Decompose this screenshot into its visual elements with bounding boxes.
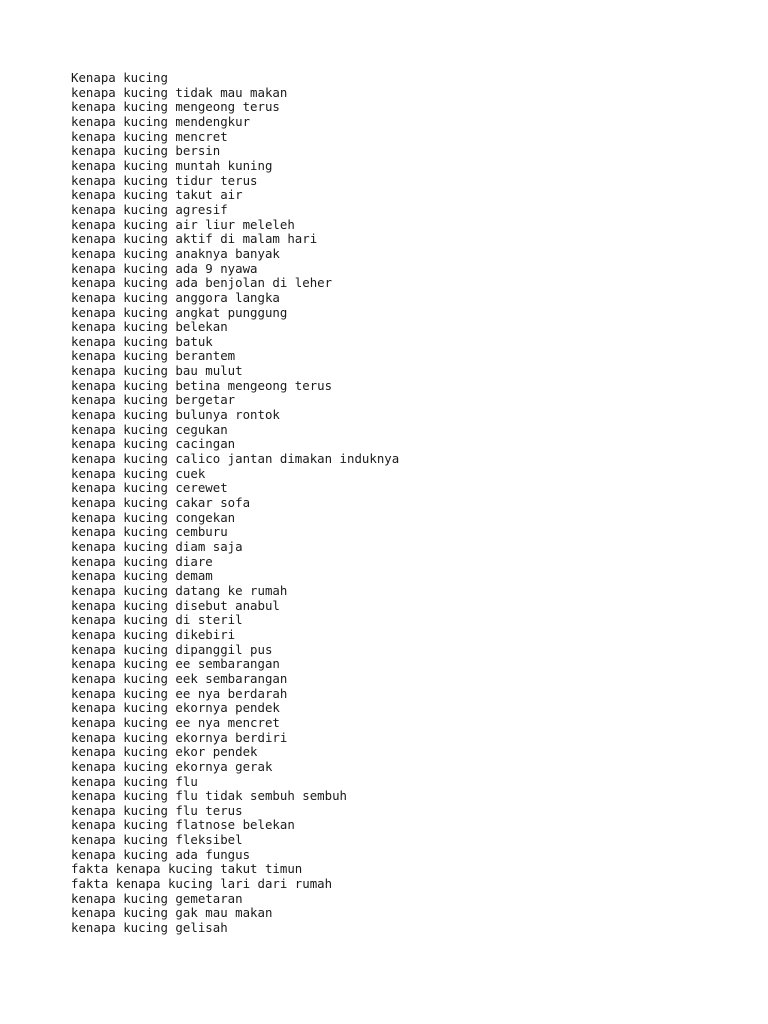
text-line: kenapa kucing dipanggil pus [71, 641, 273, 657]
text-line: kenapa kucing ekornya pendek [71, 700, 280, 716]
text-line: kenapa kucing ee sembarangan [71, 656, 280, 672]
text-line: kenapa kucing cuek [71, 465, 206, 481]
text-lines-list [71, 71, 399, 936]
text-line: kenapa kucing mencret [71, 128, 228, 144]
text-line: kenapa kucing ekornya gerak [71, 758, 273, 774]
text-line: fakta kenapa kucing takut timun [71, 861, 303, 877]
text-line: kenapa kucing tidur terus [71, 172, 258, 188]
text-line: kenapa kucing flu terus [71, 802, 243, 818]
text-line: kenapa kucing muntah kuning [71, 157, 273, 173]
text-line: kenapa kucing diam saja [71, 539, 243, 554]
text-line: kenapa kucing cegukan [71, 421, 228, 437]
text-line: kenapa kucing ee nya mencret [71, 714, 280, 730]
text-line: kenapa kucing bergetar [71, 392, 236, 408]
text-line: kenapa kucing angkat punggung [71, 304, 288, 320]
text-line: kenapa kucing gemetaran [71, 890, 243, 906]
text-line: kenapa kucing ada fungus [71, 846, 251, 862]
text-line: kenapa kucing demam [71, 568, 213, 584]
text-line: kenapa kucing ekor pendek [71, 744, 258, 760]
text-line: kenapa kucing anggora langka [71, 289, 280, 305]
text-line: Kenapa kucing [71, 70, 168, 85]
text-line: kenapa kucing flu tidak sembuh sembuh [71, 788, 348, 804]
text-line: kenapa kucing ada 9 nyawa [71, 260, 258, 276]
text-line: kenapa kucing calico jantan dimakan induknya [71, 451, 400, 467]
text-line: kenapa kucing di steril [71, 612, 243, 628]
text-line: kenapa kucing flu [71, 773, 198, 789]
text-line: kenapa kucing mendengkur [71, 113, 251, 129]
text-line: kenapa kucing congekan [71, 509, 236, 525]
text-line: kenapa kucing mengeong terus [71, 99, 280, 115]
text-line: kenapa kucing disebut anabul [71, 597, 280, 613]
text-line: kenapa kucing fleksibel [71, 832, 243, 848]
text-line: kenapa kucing flatnose belekan [71, 817, 295, 833]
text-line: kenapa kucing ekornya berdiri [71, 729, 288, 745]
text-line: kenapa kucing air liur meleleh [71, 216, 295, 232]
text-line: kenapa kucing dikebiri [71, 626, 236, 642]
text-line: kenapa kucing cemburu [71, 524, 228, 540]
text-line: kenapa kucing diare [71, 553, 213, 569]
text-line: kenapa kucing belekan [71, 319, 228, 335]
text-line: kenapa kucing anaknya banyak [71, 245, 280, 261]
text-line: kenapa kucing bulunya rontok [71, 407, 280, 423]
text-line: kenapa kucing ada benjolan di leher [71, 275, 333, 291]
text-line: kenapa kucing betina mengeong terus [71, 377, 333, 393]
text-line: kenapa kucing bersin [71, 143, 221, 159]
text-line: kenapa kucing gelisah [71, 920, 228, 936]
text-line: kenapa kucing eek sembarangan [71, 670, 288, 686]
text-line: kenapa kucing tidak mau makan [71, 84, 288, 100]
text-line: kenapa kucing cacingan [71, 436, 236, 452]
text-line: kenapa kucing ee nya berdarah [71, 685, 288, 701]
text-line: fakta kenapa kucing lari dari rumah [71, 876, 333, 892]
text-line: kenapa kucing berantem [71, 348, 236, 364]
text-line: kenapa kucing batuk [71, 333, 213, 349]
text-line: kenapa kucing aktif di malam hari [71, 231, 318, 247]
text-line: kenapa kucing cerewet [71, 480, 228, 496]
text-line: kenapa kucing bau mulut [71, 363, 243, 379]
text-line: kenapa kucing takut air [71, 187, 243, 203]
text-line: kenapa kucing gak mau makan [71, 905, 273, 921]
text-line: kenapa kucing datang ke rumah [71, 582, 288, 598]
text-line: kenapa kucing cakar sofa [71, 495, 251, 511]
text-line: kenapa kucing agresif [71, 201, 228, 217]
